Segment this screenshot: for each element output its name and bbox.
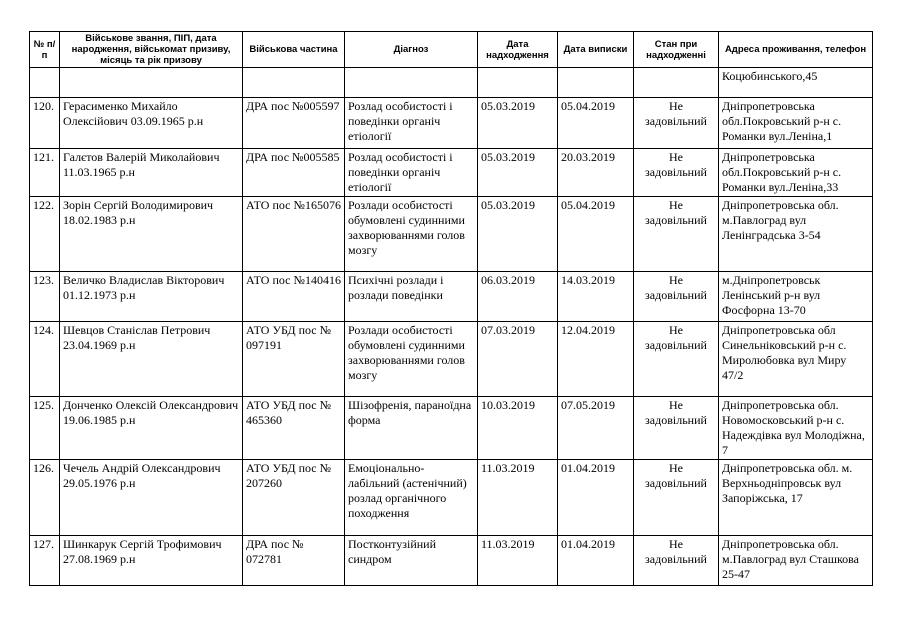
cell-discharged: 01.04.2019 (558, 536, 634, 586)
cell-address: Дніпропетровська обл Синельніковський р-н с. Миролюбовка вул Миру 47/2 (719, 322, 873, 397)
cell-person: Донченко Олексій Олександрович 19.06.1985 р.н (60, 397, 243, 460)
cell-unit: ДРА пос №005597 (243, 98, 345, 149)
cell-diagnosis: Емоціонально-лабільний (астенічний) розлад органічного походження (345, 460, 478, 536)
cell-person: Герасименко Михайло Олексійович 03.09.1965 р.н (60, 98, 243, 149)
cell-diagnosis: Психічні розлади і розлади поведінки (345, 272, 478, 322)
col-header-unit: Військова частина (243, 32, 345, 68)
cell-number: 122. (30, 197, 60, 272)
cell-number: 121. (30, 149, 60, 197)
cell-admitted: 10.03.2019 (478, 397, 558, 460)
cell-unit: ДРА пос №005585 (243, 149, 345, 197)
cell-empty (30, 68, 60, 98)
cell-person: Шевцов Станіслав Петрович 23.04.1969 р.н (60, 322, 243, 397)
cell-number: 127. (30, 536, 60, 586)
cell-empty (634, 68, 719, 98)
table-row (30, 197, 873, 272)
cell-person: Чечель Андрій Олександрович 29.05.1976 р.н (60, 460, 243, 536)
cell-address: Дніпропетровська обл. м.Павлоград вул Сташкова 25-47 (719, 536, 873, 586)
cell-discharged: 14.03.2019 (558, 272, 634, 322)
cell-state: Не задовільний (634, 322, 719, 397)
table-row (30, 536, 873, 586)
continuation-row (30, 68, 873, 98)
cell-admitted: 05.03.2019 (478, 98, 558, 149)
table-row (30, 149, 873, 197)
col-header-discharged: Дата виписки (558, 32, 634, 68)
cell-empty (60, 68, 243, 98)
cell-unit: ДРА пос № 072781 (243, 536, 345, 586)
col-header-address: Адреса проживання, телефон (719, 32, 873, 68)
table-row (30, 397, 873, 460)
cell-person: Величко Владислав Вікторович 01.12.1973 р.н (60, 272, 243, 322)
document-page (29, 31, 873, 586)
cell-empty (478, 68, 558, 98)
cell-admitted: 05.03.2019 (478, 197, 558, 272)
cell-number: 123. (30, 272, 60, 322)
table-row (30, 460, 873, 536)
cell-person: Шинкарук Сергій Трофимович 27.08.1969 р.н (60, 536, 243, 586)
cell-unit: АТО УБД пос № 465360 (243, 397, 345, 460)
cell-diagnosis: Розлади особистості обумовлені судинними захворюваннями голов мозгу (345, 322, 478, 397)
cell-state: Не задовільний (634, 197, 719, 272)
table-row (30, 272, 873, 322)
cell-number: 120. (30, 98, 60, 149)
cell-empty (345, 68, 478, 98)
cell-diagnosis: Розлад особистості і поведінки органіч етіології (345, 98, 478, 149)
cell-admitted: 06.03.2019 (478, 272, 558, 322)
cell-admitted: 11.03.2019 (478, 460, 558, 536)
cell-state: Не задовільний (634, 98, 719, 149)
cell-person: Зорін Сергій Володимирович 18.02.1983 р.н (60, 197, 243, 272)
col-header-diagnosis: Діагноз (345, 32, 478, 68)
cell-state: Не задовільний (634, 149, 719, 197)
cell-unit: АТО УБД пос № 097191 (243, 322, 345, 397)
cell-unit: АТО УБД пос № 207260 (243, 460, 345, 536)
cell-empty (243, 68, 345, 98)
cell-empty (558, 68, 634, 98)
cell-diagnosis: Розлад особистості і поведінки органіч етіології (345, 149, 478, 197)
patients-table (29, 31, 873, 586)
table-row (30, 98, 873, 149)
cell-diagnosis: Розлади особистості обумовлені судинними захворюваннями голов мозгу (345, 197, 478, 272)
cell-discharged: 01.04.2019 (558, 460, 634, 536)
cell-number: 125. (30, 397, 60, 460)
cell-discharged: 05.04.2019 (558, 197, 634, 272)
cell-discharged: 07.05.2019 (558, 397, 634, 460)
cell-address: Дніпропетровська обл.Покровський р-н с. Романки вул.Леніна,1 (719, 98, 873, 149)
cell-discharged: 12.04.2019 (558, 322, 634, 397)
cell-state: Не задовільний (634, 460, 719, 536)
cell-discharged: 20.03.2019 (558, 149, 634, 197)
cell-unit: АТО пос №165076 (243, 197, 345, 272)
cell-state: Не задовільний (634, 536, 719, 586)
header-row (30, 32, 873, 68)
cell-state: Не задовільний (634, 397, 719, 460)
cell-admitted: 05.03.2019 (478, 149, 558, 197)
cell-number: 126. (30, 460, 60, 536)
cell-number: 124. (30, 322, 60, 397)
cell-unit: АТО пос №140416 (243, 272, 345, 322)
cell-address: Дніпропетровська обл.Покровський р-н с. Романки вул.Леніна,33 (719, 149, 873, 197)
cell-address: Дніпропетровська обл. Новомосковський р-н с. Надеждівка вул Молодіжна, 7 (719, 397, 873, 460)
col-header-admitted: Дата надходження (478, 32, 558, 68)
cell-admitted: 07.03.2019 (478, 322, 558, 397)
cell-person: Галєтов Валерій Миколайович 11.03.1965 р.н (60, 149, 243, 197)
col-header-person: Військове звання, ПІП, дата народження, військомат призиву, місяць та рік призову (60, 32, 243, 68)
col-header-number: № п/п (30, 32, 60, 68)
col-header-state: Стан при надходженні (634, 32, 719, 68)
table-row (30, 322, 873, 397)
cell-diagnosis: Шізофренія, параноїдна форма (345, 397, 478, 460)
cell-state: Не задовільний (634, 272, 719, 322)
cell-admitted: 11.03.2019 (478, 536, 558, 586)
cell-address: Дніпропетровська обл. м.Павлоград вул Ленінградська 3-54 (719, 197, 873, 272)
cell-address: Коцюбинського,45 (719, 68, 873, 98)
cell-address: м.Дніпропетровськ Ленінський р-н вул Фосфорна 13-70 (719, 272, 873, 322)
cell-diagnosis: Постконтузійний синдром (345, 536, 478, 586)
cell-address: Дніпропетровська обл. м. Верхньодніпровськ вул Запоріжська, 17 (719, 460, 873, 536)
cell-discharged: 05.04.2019 (558, 98, 634, 149)
